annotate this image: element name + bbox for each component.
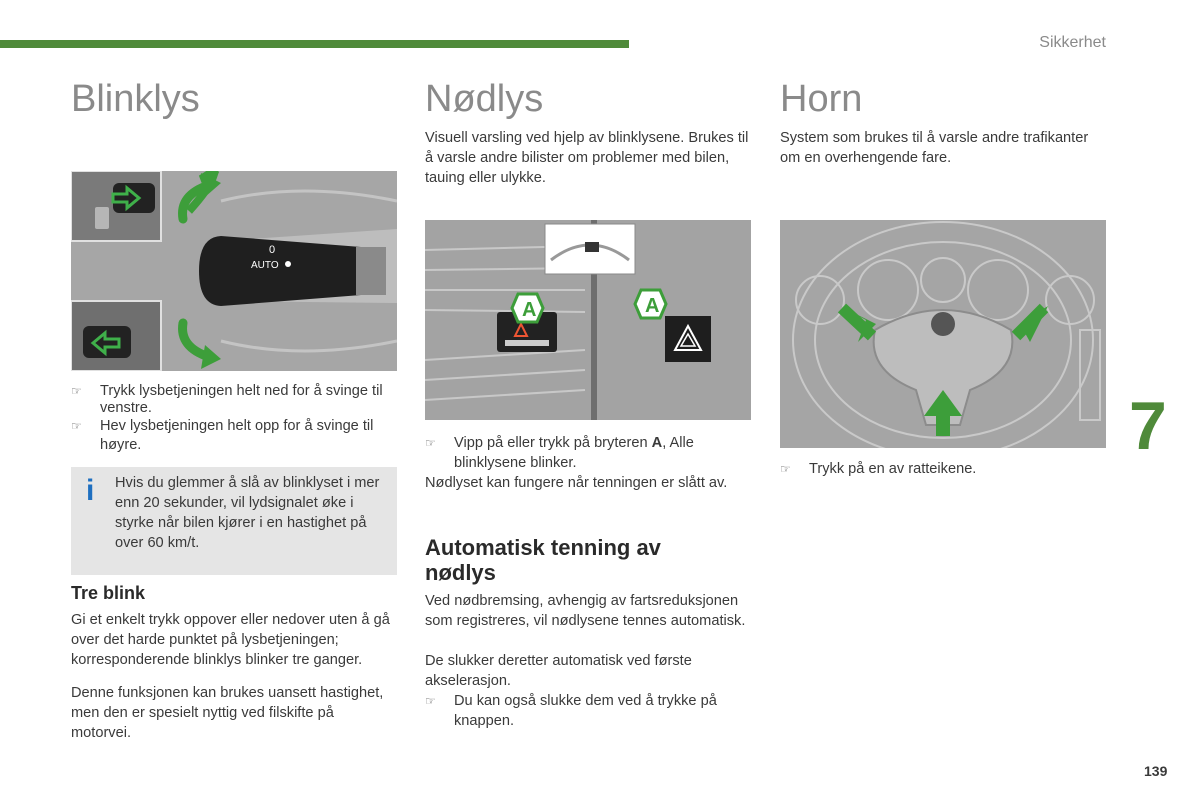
list-item: ☞ Du kan også slukke dem ved å trykke på knappen. (425, 693, 717, 729)
info-icon: i (86, 474, 95, 507)
blinklys-title: Blinklys (71, 78, 200, 120)
badge-a-right: A (645, 295, 660, 317)
horn-bullet (780, 459, 1106, 479)
steering-wheel-illustration (780, 220, 1106, 448)
page-number: 139 (1144, 763, 1168, 779)
info-text: Hvis du glemmer å slå av blinklyset i mer enn 20 sekunder, vil lydsignalet øke i styrke når bilen kjører i en hastighet på over 60 km/t. (115, 475, 380, 551)
pointer-hand-icon: ☞ (425, 436, 436, 450)
auto-hazard-p2: De slukker deretter automatisk ved første akselerasjon. (425, 653, 692, 689)
badge-a-left: A (522, 299, 537, 321)
pointer-hand-icon: ☞ (425, 694, 436, 708)
chapter-number: 7 (1129, 388, 1167, 464)
header-accent-bar (0, 40, 629, 48)
auto-hazard-bullet (425, 691, 751, 731)
horn-intro: System som brukes til å varsle andre trafikanter om en overhengende fare. (780, 130, 1089, 166)
list-item: ☞ Trykk lysbetjeningen helt ned for å svinge til venstre. (71, 383, 383, 416)
pointer-hand-icon: ☞ (71, 384, 82, 398)
pointer-hand-icon: ☞ (71, 419, 82, 433)
tre-blink-p2: Denne funksjonen kan brukes uansett hastighet, men den er spesielt nyttig ved filskifte på motorvei. (71, 685, 384, 741)
nodlys-bullet (425, 433, 751, 473)
hazard-switch-illustration (425, 220, 751, 420)
auto-hazard-heading: Automatisk tenning av nødlys (425, 535, 661, 585)
turn-signal-illustration (71, 171, 397, 371)
nodlys-intro: Visuell varsling ved hjelp av blinklysene. Brukes til å varsle andre bilister om problemer med bilen, tauing eller ulykke. (425, 130, 749, 186)
tre-blink-p1: Gi et enkelt trykk oppover eller nedover uten å gå over det harde punktet på lysbetjeningen; korresponderende blinklys blinker tre ganger. (71, 612, 390, 668)
stalk-label-zero: 0 (269, 244, 276, 256)
list-item: ☞ Trykk på en av ratteikene. (780, 461, 977, 477)
section-label: Sikkerhet (1039, 34, 1106, 51)
blinklys-bullets (71, 383, 397, 455)
nodlys-after: Nødlyset kan fungere når tenningen er slått av. (425, 475, 728, 491)
pointer-hand-icon: ☞ (780, 462, 791, 476)
stalk-label-auto: AUTO (251, 260, 279, 271)
list-item: ☞ Vipp på eller trykk på bryteren A, Alle blinklysene blinker. (425, 435, 694, 471)
horn-title: Horn (780, 78, 863, 120)
list-item: ☞ Hev lysbetjeningen helt opp for å svinge til høyre. (71, 418, 374, 453)
nodlys-title: Nødlys (425, 78, 544, 120)
auto-hazard-p1: Ved nødbremsing, avhengig av fartsreduksjonen som registreres, vil nødlysene tennes automatisk. (425, 593, 746, 629)
info-box (71, 467, 397, 575)
tre-blink-heading: Tre blink (71, 583, 146, 603)
